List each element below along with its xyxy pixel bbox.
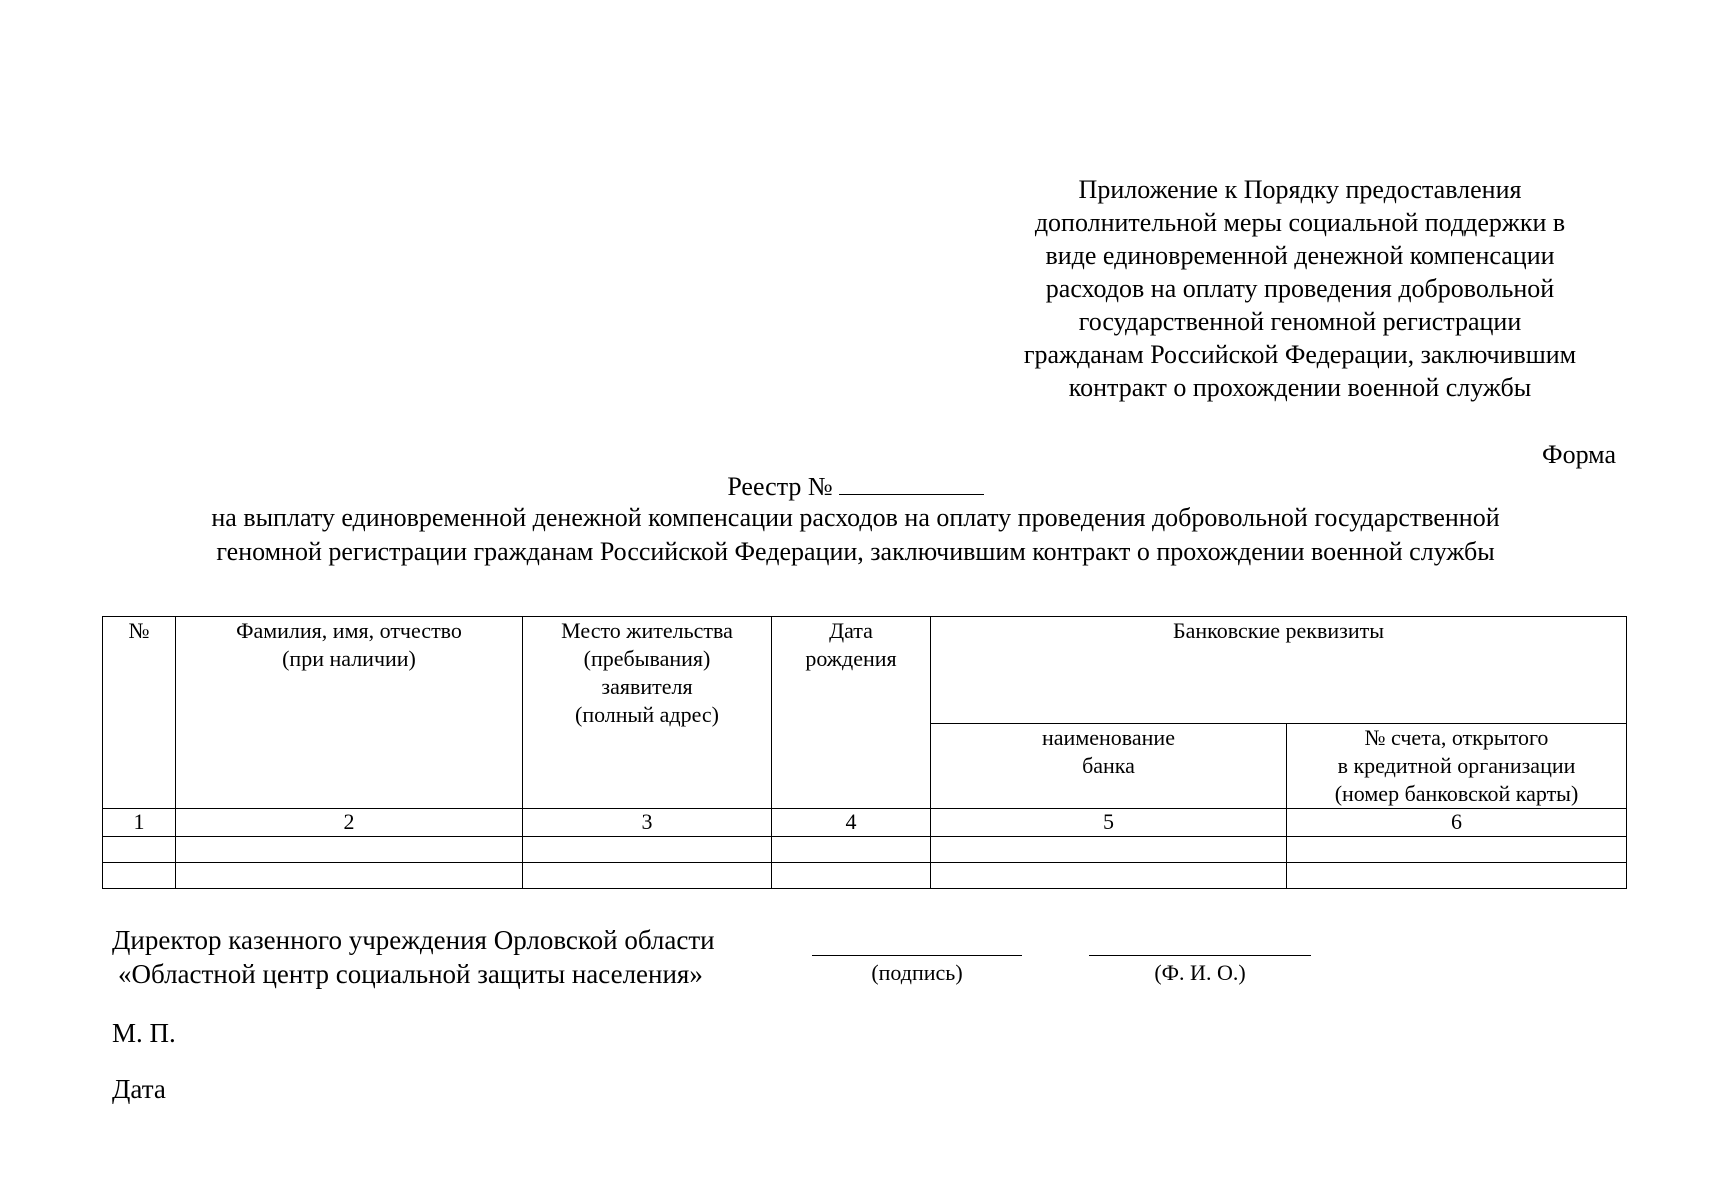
column-number: 5 [931, 809, 1287, 837]
appendix-line: виде единовременной денежной компенсации [1045, 241, 1555, 270]
table-cell [772, 863, 931, 889]
table-cell [176, 863, 523, 889]
date-label: Дата [112, 1074, 166, 1104]
appendix-line: контракт о прохождении военной службы [1068, 373, 1532, 402]
header-address-line: (полный адрес) [575, 702, 719, 727]
signature-line [812, 955, 1022, 956]
table-header-row [103, 617, 1627, 724]
registry-subtitle-line: на выплату единовременной денежной компенсации расходов на оплату проведения добровольной государственной [211, 503, 1500, 532]
table-cell [176, 837, 523, 863]
column-number: 6 [1287, 809, 1627, 837]
header-fio [176, 617, 523, 809]
table-cell [931, 863, 1287, 889]
table-cell [103, 837, 176, 863]
registry-subtitle-line: геномной регистрации гражданам Российской Федерации, заключившим контракт о прохождении военной службы [216, 537, 1495, 566]
appendix-line: государственной геномной регистрации [1078, 307, 1522, 336]
appendix-line: расходов на оплату проведения добровольной [1045, 274, 1555, 303]
header-address-line: Место жительства [561, 618, 733, 643]
table-cell [103, 863, 176, 889]
appendix-line: гражданам Российской Федерации, заключившим [1023, 340, 1577, 369]
header-account-line: № счета, открытого [1364, 725, 1549, 750]
signatory-position [112, 923, 715, 991]
appendix-line: дополнительной меры социальной поддержки в [1034, 208, 1566, 237]
header-account-line: (номер банковской карты) [1334, 781, 1579, 806]
header-birth-line: Дата [829, 618, 873, 643]
table-cell [931, 837, 1287, 863]
header-number: № [103, 617, 176, 809]
registry-title [0, 470, 1711, 502]
appendix-line: Приложение к Порядку предоставления [1078, 175, 1522, 204]
header-bank-details: Банковские реквизиты [931, 617, 1627, 724]
column-number: 4 [772, 809, 931, 837]
column-number: 2 [176, 809, 523, 837]
header-birth-date [772, 617, 931, 809]
signatory-line: «Областной центр социальной защиты населения» [118, 959, 703, 989]
registry-table [102, 616, 1627, 889]
header-address-line: заявителя [601, 674, 693, 699]
header-address [523, 617, 772, 809]
column-number-row [103, 809, 1627, 837]
stamp-label: М. П. [112, 1018, 176, 1048]
table-cell [1287, 863, 1627, 889]
appendix-header [960, 173, 1640, 404]
header-account [1287, 724, 1627, 809]
signature-caption: (подпись) [871, 960, 963, 985]
header-account-line: в кредитной организации [1337, 753, 1576, 778]
signatory-line: Директор казенного учреждения Орловской области [112, 925, 715, 955]
column-number: 1 [103, 809, 176, 837]
header-bank-name-line: банка [1082, 753, 1135, 778]
table-cell [772, 837, 931, 863]
table-cell [523, 837, 772, 863]
registry-title-text: Реестр № [727, 472, 833, 501]
fio-field [1089, 955, 1311, 986]
table-row [103, 863, 1627, 889]
form-label: Форма [1542, 440, 1616, 469]
header-fio-line: Фамилия, имя, отчество [236, 618, 462, 643]
column-number: 3 [523, 809, 772, 837]
header-birth-line: рождения [805, 646, 897, 671]
signature-field [812, 955, 1022, 986]
table-cell [523, 863, 772, 889]
header-address-line: (пребывания) [583, 646, 711, 671]
table-row [103, 837, 1627, 863]
table-cell [1287, 837, 1627, 863]
registry-number-blank [839, 470, 984, 495]
fio-caption: (Ф. И. О.) [1154, 960, 1246, 985]
header-fio-line: (при наличии) [282, 646, 416, 671]
header-bank-name [931, 724, 1287, 809]
header-bank-name-line: наименование [1042, 725, 1175, 750]
fio-line [1089, 955, 1311, 956]
